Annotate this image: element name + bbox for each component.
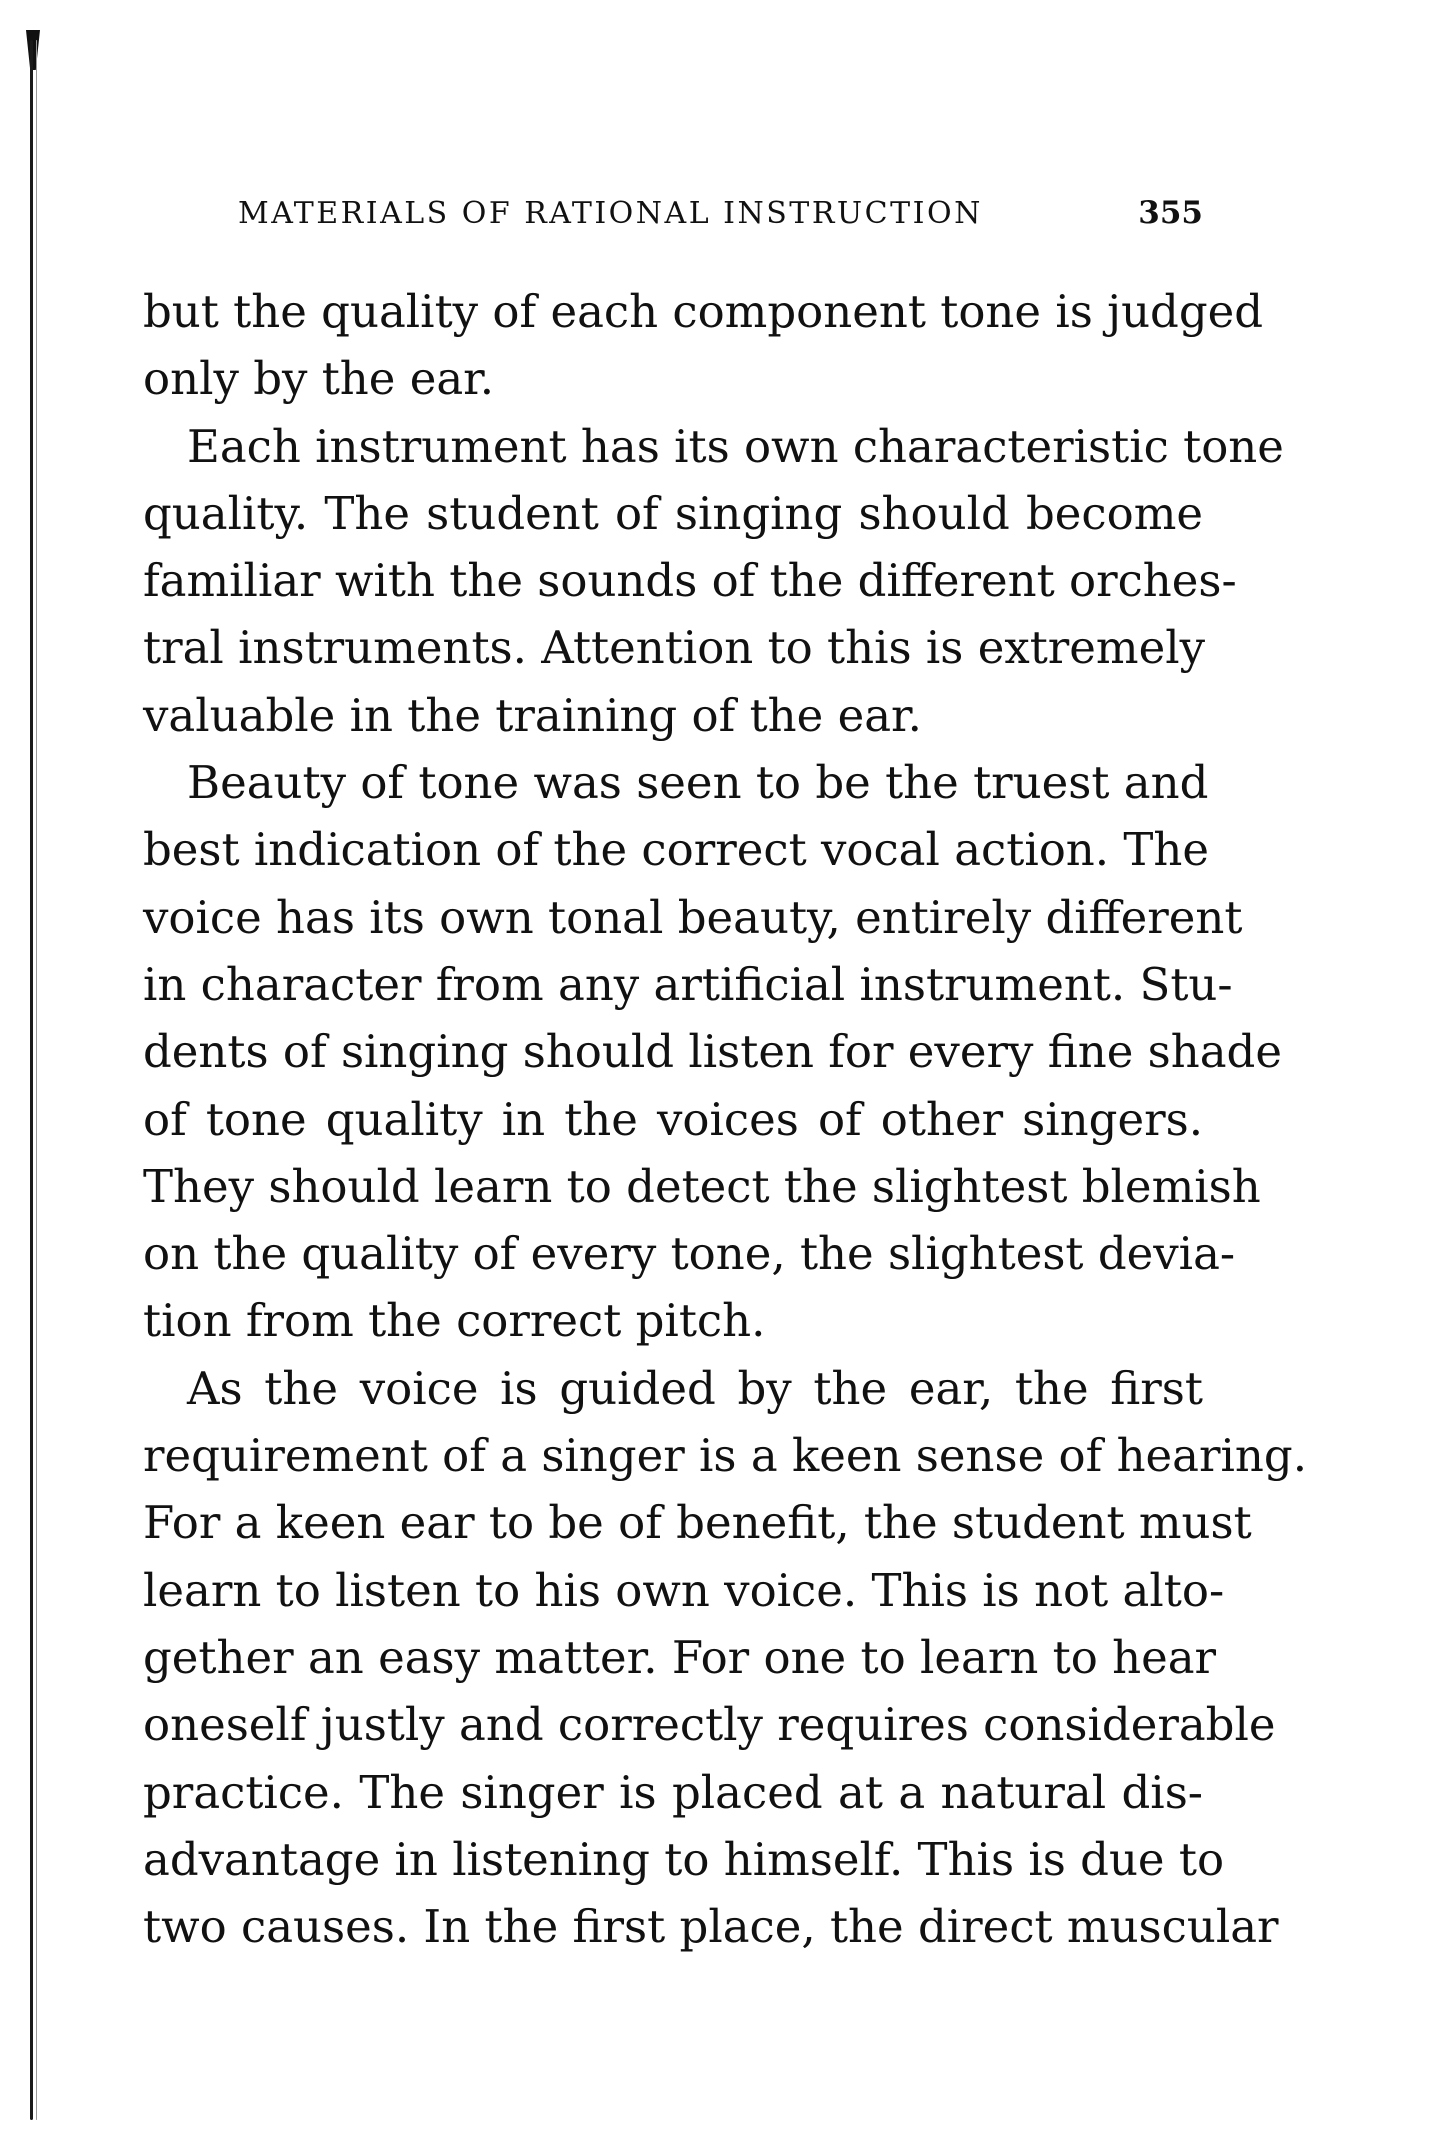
paragraph [143, 413, 1284, 749]
text-line: Each instrument has its own characteristic tone [187, 419, 1284, 473]
text-line: learn to listen to his own voice. This is not alto- [143, 1563, 1225, 1617]
running-head: MATERIALS OF RATIONAL INSTRUCTION [238, 196, 983, 231]
text-line: but the quality of each component tone is judged [143, 285, 1264, 338]
text-line: two causes. In the first place, the direct muscular [143, 1900, 1279, 1954]
text-line: best indication of the correct vocal action. The [143, 823, 1210, 877]
text-line: of tone quality in the voices of other singers. [143, 1092, 1203, 1146]
binding-edge-line [30, 40, 33, 2120]
text-line: voice has its own tonal beauty, entirely different [143, 890, 1243, 944]
text-line: dents of singing should listen for every fine shade [143, 1025, 1282, 1079]
paragraph [143, 1355, 1308, 1961]
paragraph [143, 278, 1264, 413]
text-line: on the quality of every tone, the slightest devia- [143, 1227, 1236, 1281]
text-line: They should learn to detect the slightest blemish [143, 1159, 1261, 1213]
text-line: For a keen ear to be of benefit, the student must [143, 1496, 1252, 1550]
text-line: tion from the correct pitch. [143, 1294, 766, 1348]
body-text [143, 278, 1308, 1960]
text-line: familiar with the sounds of the different orches- [143, 554, 1237, 608]
binding-shadow [26, 30, 42, 2130]
text-line: in character from any artificial instrument. Stu- [143, 957, 1233, 1011]
text-line: As the voice is guided by the ear, the first [187, 1361, 1203, 1415]
text-line: requirement of a singer is a keen sense of hearing. [143, 1429, 1308, 1483]
text-line: only by the ear. [143, 352, 495, 406]
text-line: practice. The singer is placed at a natural dis- [143, 1765, 1203, 1819]
binding-edge-line-faint [36, 40, 37, 2120]
text-line: Beauty of tone was seen to be the truest and [187, 756, 1209, 810]
paragraph [143, 749, 1282, 1355]
page-header [238, 195, 1203, 245]
text-line: tral instruments. Attention to this is extremely [143, 621, 1206, 675]
text-line: advantage in listening to himself. This is due to [143, 1832, 1225, 1886]
text-line: quality. The student of singing should become [143, 486, 1203, 540]
text-line: valuable in the training of the ear. [143, 688, 922, 742]
binding-shadow-top [26, 30, 40, 70]
page-number: 355 [1138, 195, 1203, 231]
text-line: gether an easy matter. For one to learn to hear [143, 1630, 1217, 1684]
text-line: oneself justly and correctly requires considerable [143, 1698, 1276, 1752]
